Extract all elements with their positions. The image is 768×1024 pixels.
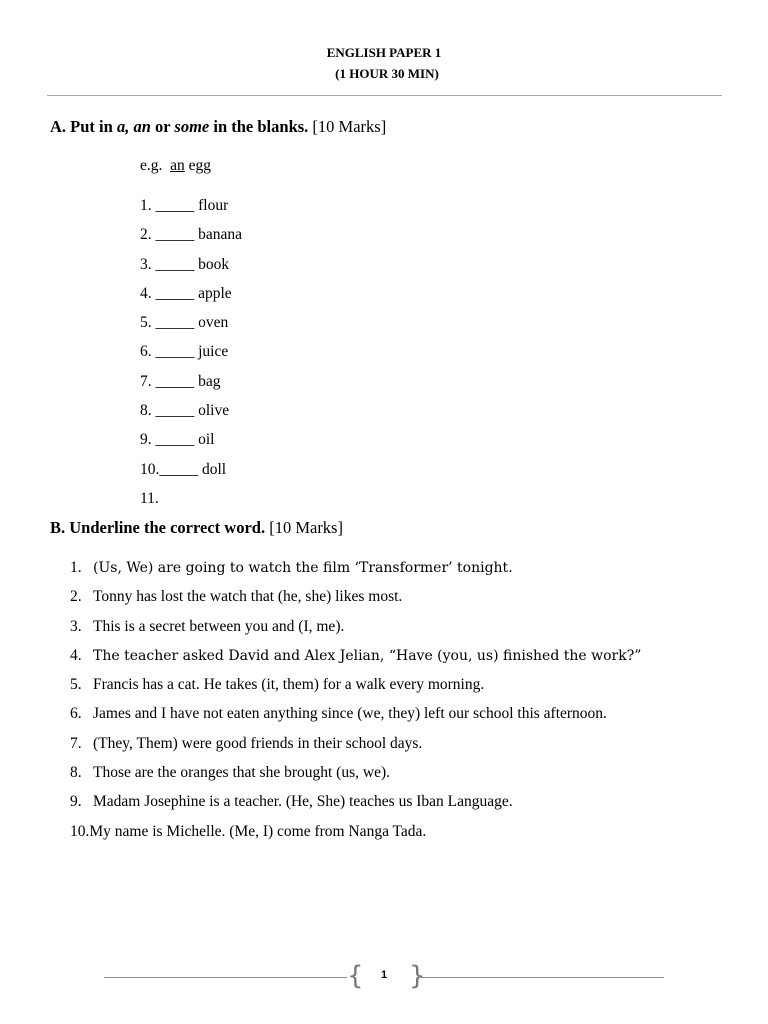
list-item [140, 284, 242, 313]
section-b-title [50, 518, 343, 538]
item-word: apple [198, 284, 232, 302]
item-number: 7. [70, 734, 82, 752]
answer-blank[interactable]: _____ [155, 431, 195, 449]
sentence-text: James and I have not eaten anything since (we, they) left our school this afternoon. [93, 705, 607, 723]
list-item [70, 822, 641, 851]
footer-line-left [104, 977, 347, 978]
answer-blank[interactable]: _____ [159, 460, 199, 478]
sentence-text: Tonny has lost the watch that (he, she) likes most. [93, 588, 403, 606]
sentence-text: This is a secret between you and (I, me). [93, 617, 345, 635]
item-number: 2. [70, 588, 82, 606]
item-number: 6. [140, 343, 152, 361]
sentence-text: The teacher asked David and Alex Jelian, “Have (you, us) finished the work?” [93, 647, 642, 664]
item-number: 9. [140, 431, 152, 449]
item-word: juice [198, 343, 229, 361]
answer-blank[interactable]: _____ [155, 226, 195, 244]
item-word: olive [198, 402, 230, 420]
item-number: 10. [140, 460, 160, 478]
item-number: 8. [70, 764, 82, 782]
answer-blank[interactable]: _____ [155, 372, 195, 390]
section-a-instruction-2: a, an [116, 117, 151, 136]
item-number: 5. [140, 314, 152, 332]
left-brace-icon: { [347, 961, 364, 991]
item-word: doll [202, 460, 227, 478]
footer-line-right [421, 977, 664, 978]
list-item [140, 460, 242, 489]
list-item [70, 558, 641, 587]
item-number: 3. [70, 617, 82, 635]
item-number: 4. [70, 646, 82, 664]
example-word: egg [184, 157, 212, 174]
section-a-instruction-5: in the blanks. [209, 117, 309, 136]
list-item [70, 734, 641, 763]
list-item [70, 792, 641, 821]
answer-blank[interactable]: _____ [155, 197, 195, 214]
item-word: oven [198, 314, 229, 332]
item-number: 4. [140, 284, 152, 302]
sentence-text: (Us, We) are going to watch the film ‘Transformer’ tonight. [93, 560, 513, 576]
list-item [140, 196, 242, 225]
answer-blank[interactable]: _____ [155, 255, 195, 273]
list-item [70, 704, 641, 733]
list-item [140, 372, 242, 401]
item-number: 5. [70, 676, 82, 694]
item-word: banana [198, 226, 243, 244]
item-word: bag [198, 372, 221, 390]
item-word: flour [198, 197, 229, 214]
sentence-text: Those are the oranges that she brought (us, we). [93, 764, 390, 782]
section-a-marks: [10 Marks] [308, 117, 387, 136]
list-item [70, 587, 641, 616]
item-number: 7. [140, 372, 152, 390]
item-number: 9. [70, 793, 82, 811]
section-a-list [140, 196, 242, 518]
list-item [70, 675, 641, 704]
list-item [140, 430, 242, 459]
answer-blank[interactable]: _____ [155, 402, 195, 420]
list-item [140, 313, 242, 342]
paper-duration: (1 HOUR 30 MIN) [335, 66, 439, 81]
section-b-label: B. [50, 518, 66, 537]
answer-blank[interactable]: _____ [155, 314, 195, 332]
example-answer: an [170, 157, 185, 174]
section-a-example [140, 157, 211, 175]
section-a-instruction-3: or [150, 117, 175, 136]
example-prefix: e.g. [140, 157, 171, 174]
item-word: book [198, 255, 230, 273]
section-a-instruction-4: some [174, 117, 210, 136]
item-number: 3. [140, 255, 152, 273]
list-item [140, 401, 242, 430]
section-a-instruction-1: Put in [66, 117, 117, 136]
paper-title: ENGLISH PAPER 1 [326, 45, 442, 60]
answer-blank[interactable]: _____ [155, 343, 195, 361]
item-number: 8. [140, 402, 152, 420]
sentence-text: My name is Michelle. (Me, I) come from Nanga Tada. [89, 822, 427, 840]
list-item [70, 646, 641, 675]
list-item [140, 489, 242, 518]
item-word: oil [198, 431, 215, 449]
list-item [140, 342, 242, 371]
item-number: 11. [140, 489, 159, 507]
sentence-text: (They, Them) were good friends in their school days. [93, 734, 423, 752]
item-number: 2. [140, 226, 152, 244]
answer-blank[interactable]: _____ [155, 284, 195, 302]
item-number: 10. [70, 822, 90, 840]
section-b-list [70, 558, 641, 851]
header-divider [47, 95, 722, 96]
section-a-title [50, 117, 386, 137]
list-item [140, 255, 242, 284]
sentence-text: Madam Josephine is a teacher. (He, She) teaches us Iban Language. [93, 793, 513, 811]
item-number: 1. [70, 559, 82, 576]
item-number: 6. [70, 705, 82, 723]
list-item [70, 763, 641, 792]
list-item [140, 225, 242, 254]
section-b-instruction: Underline the correct word. [65, 518, 266, 537]
list-item [70, 617, 641, 646]
item-number: 1. [140, 197, 152, 214]
section-b-marks: [10 Marks] [265, 518, 343, 537]
section-a-label: A. [50, 117, 67, 136]
sentence-text: Francis has a cat. He takes (it, them) for a walk every morning. [93, 676, 485, 694]
right-brace-icon: } [409, 961, 426, 991]
page-number: 1 [380, 969, 388, 981]
